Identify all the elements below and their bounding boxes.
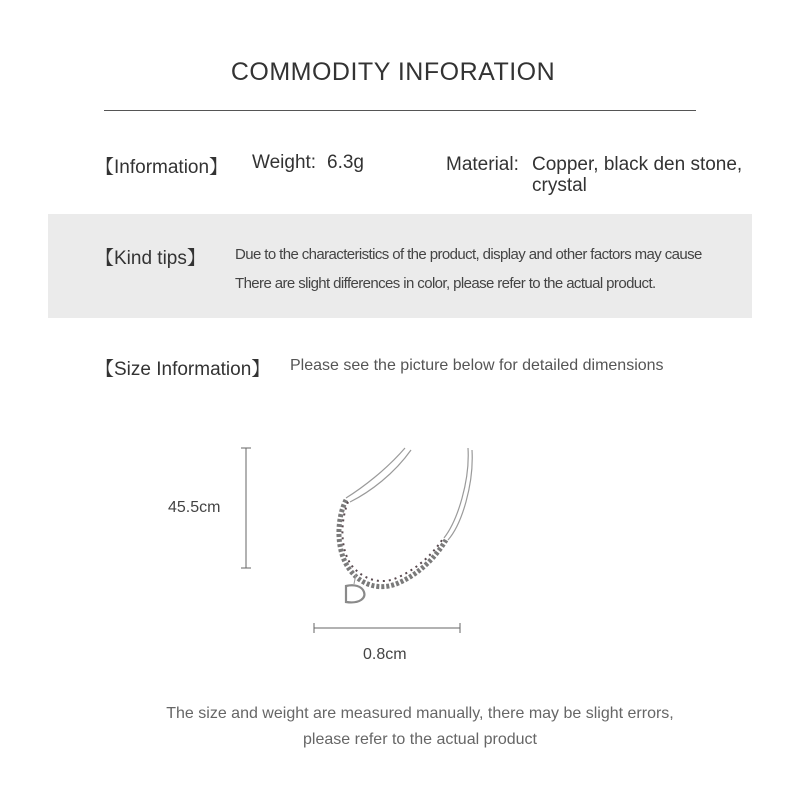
height-dimension-marker [241,448,251,568]
material-value-line1: Copper, black den stone, [532,154,743,175]
weight-value: 6.3g [327,152,364,173]
material-value-line2: crystal [532,175,587,196]
information-label: 【Information】 [95,157,229,178]
material-label: Material: [446,154,519,175]
kind-tips-line1: Due to the characteristics of the product, display and other factors may cause [235,246,702,263]
weight-label: Weight: [252,152,317,173]
page-title: COMMODITY INFORATION [230,58,556,86]
necklace-chain [346,448,472,540]
footer-note-line1: The size and weight are measured manually, there may be slight errors, [166,705,674,722]
height-dimension-label: 45.5cm [168,499,221,516]
necklace-illustration [150,440,490,640]
d-pendant [346,585,364,602]
footer-note-line2: please refer to the actual product [303,731,537,748]
title-divider [104,110,696,111]
kind-tips-label: 【Kind tips】 [95,248,206,269]
size-information-description: Please see the picture below for detailed dimensions [290,357,664,374]
necklace-bead-strand [339,500,446,587]
width-dimension-marker [314,623,460,633]
kind-tips-line2: There are slight differences in color, please refer to the actual product. [235,275,656,292]
width-dimension-label: 0.8cm [363,646,407,663]
size-information-label: 【Size Information】 [95,359,271,380]
